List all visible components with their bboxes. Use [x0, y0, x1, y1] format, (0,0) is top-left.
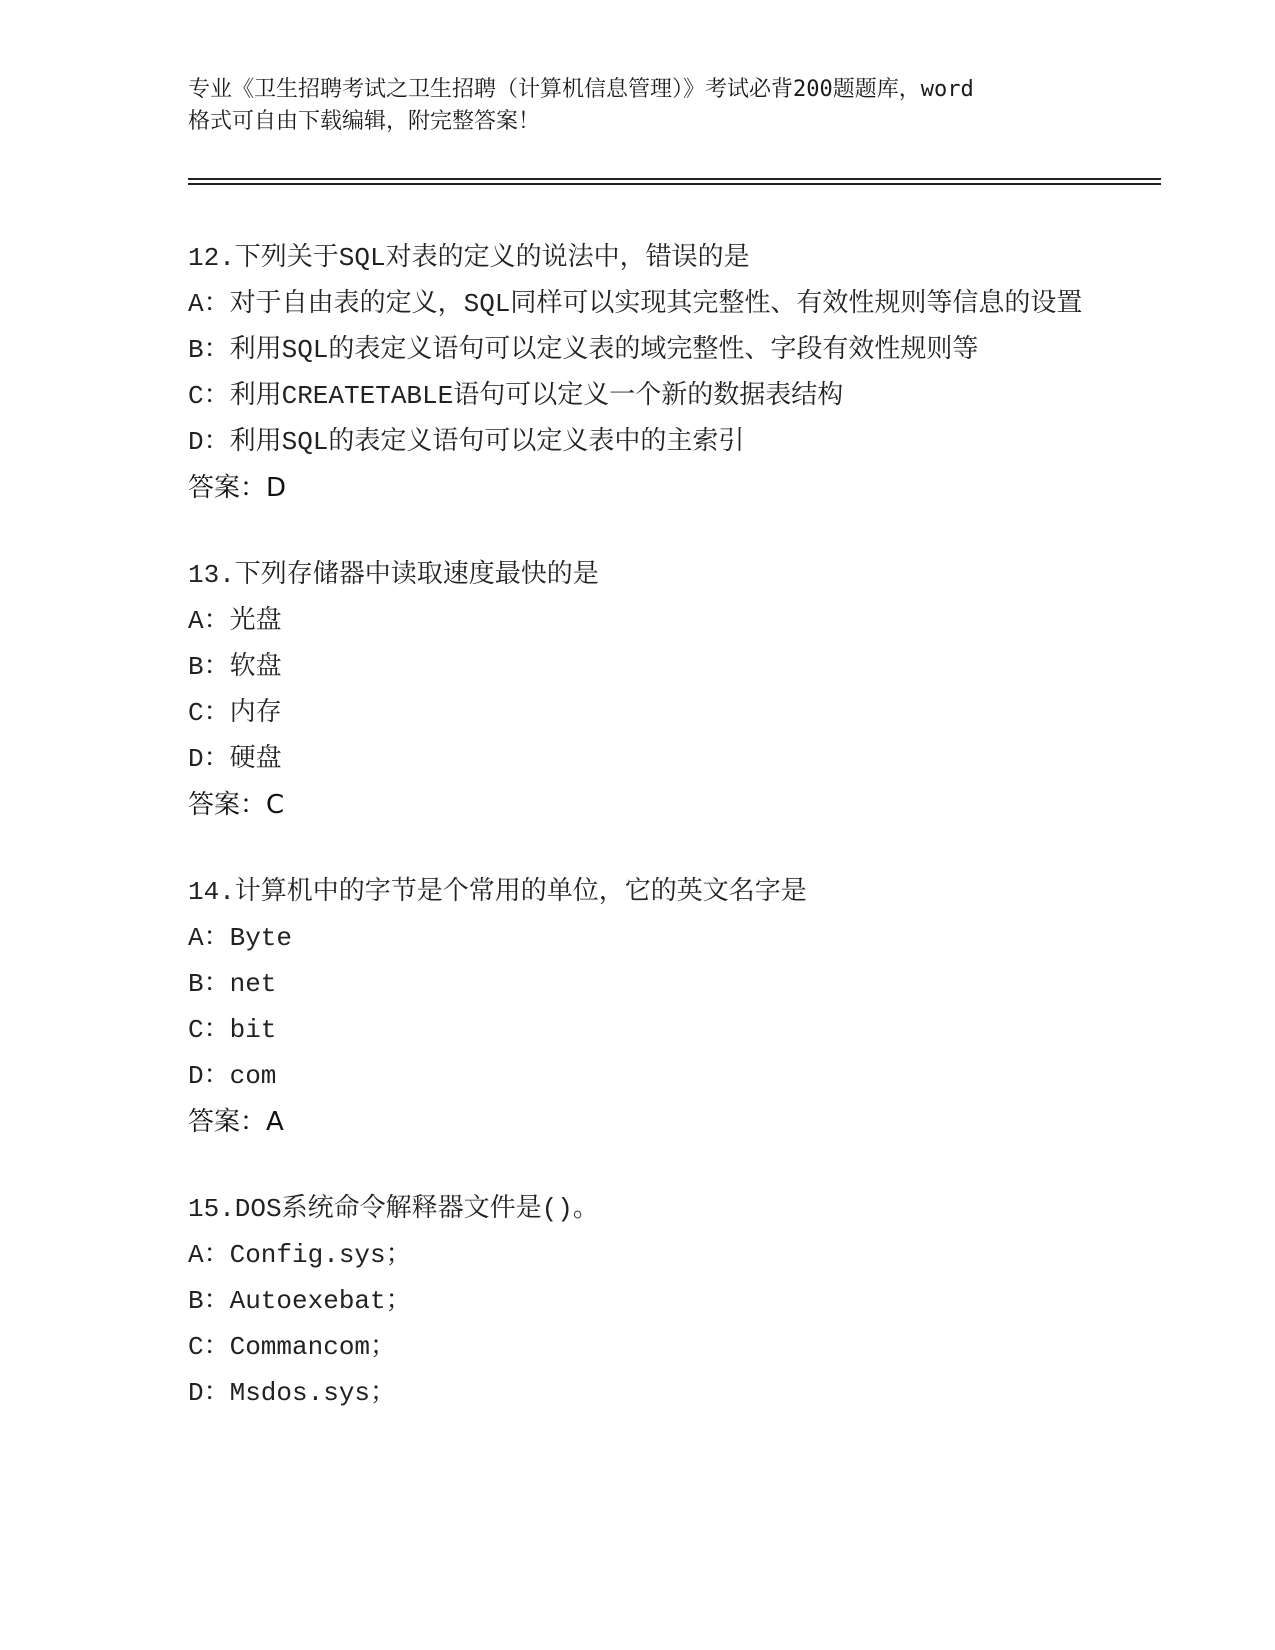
question-12	[188, 235, 1148, 511]
option-c: C：bit	[188, 1015, 277, 1045]
header-line-2: 格式可自由下载编辑，附完整答案！	[188, 109, 541, 134]
option-a: A：Byte	[188, 923, 293, 953]
question-stem: 15.DOS系统命令解释器文件是()。	[188, 1194, 599, 1224]
option-d: D：利用SQL的表定义语句可以定义表中的主索引	[188, 427, 745, 457]
option-b: B：net	[188, 969, 277, 999]
header-divider-top	[188, 178, 1161, 180]
question-list	[188, 235, 1148, 1457]
option-b: B：Autoexebat；	[188, 1286, 412, 1316]
option-d: D：硬盘	[188, 744, 282, 774]
option-a: A：Config.sys；	[188, 1240, 412, 1270]
option-b: B：利用SQL的表定义语句可以定义表的域完整性、字段有效性规则等	[188, 335, 979, 365]
option-a: A：光盘	[188, 606, 282, 636]
question-15	[188, 1186, 1148, 1416]
option-d: D：com	[188, 1061, 277, 1091]
question-14	[188, 869, 1148, 1145]
option-c: C：利用CREATETABLE语句可以定义一个新的数据表结构	[188, 381, 844, 411]
question-13	[188, 552, 1148, 828]
option-d: D：Msdos.sys；	[188, 1378, 397, 1408]
option-b: B：软盘	[188, 652, 282, 682]
option-a: A：对于自由表的定义，SQL同样可以实现其完整性、有效性规则等信息的设置	[188, 289, 1083, 319]
option-c: C：内存	[188, 698, 282, 728]
question-stem: 13.下列存储器中读取速度最快的是	[188, 560, 599, 590]
answer-label: 答案：A	[188, 1107, 284, 1137]
option-c: C：Commancom；	[188, 1332, 397, 1362]
header-divider-bottom	[188, 183, 1161, 185]
answer-label: 答案：D	[188, 473, 287, 503]
answer-label: 答案：C	[188, 790, 285, 820]
question-stem: 14.计算机中的字节是个常用的单位，它的英文名字是	[188, 877, 807, 907]
question-stem: 12.下列关于SQL对表的定义的说法中，错误的是	[188, 243, 750, 273]
header-line-1: 专业《卫生招聘考试之卫生招聘（计算机信息管理）》考试必背200题题库，word	[188, 77, 974, 102]
document-header	[188, 74, 1088, 138]
